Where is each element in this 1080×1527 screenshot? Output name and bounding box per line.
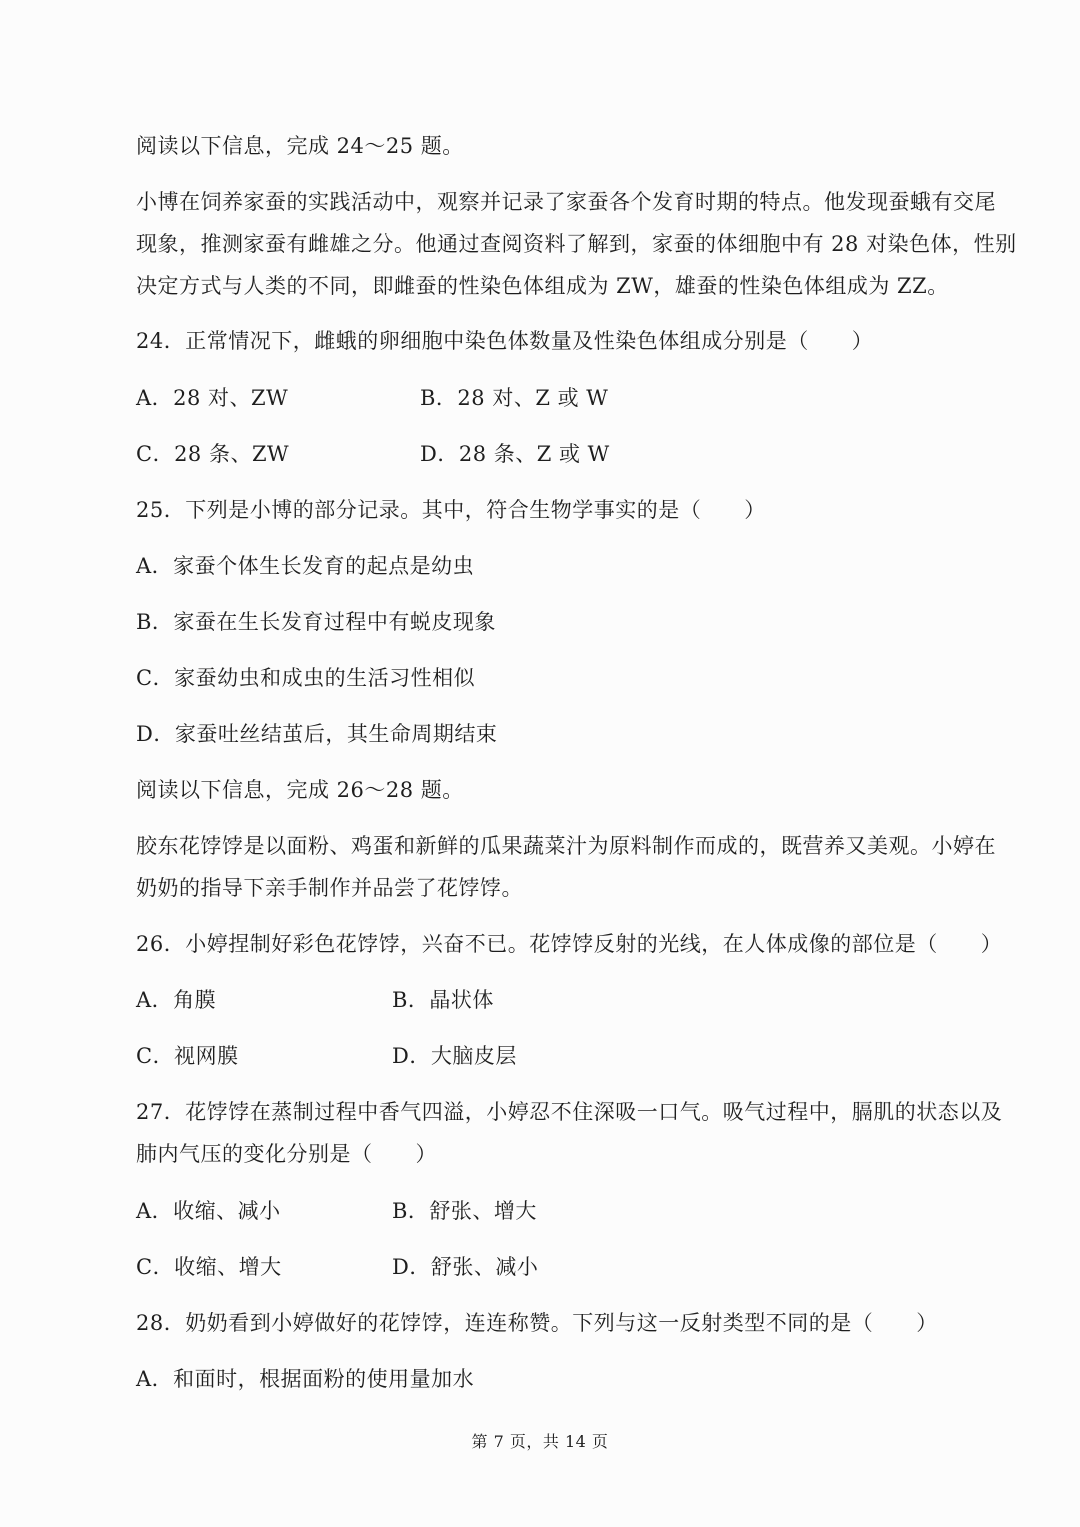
passage-line: 小博在饲养家蚕的实践活动中，观察并记录了家蚕各个发育时期的特点。他发现蚕蛾有交尾 [136,190,996,214]
question-26-stem: 26．小婷捏制好彩色花饽饽，兴奋不已。花饽饽反射的光线，在人体成像的部位是（ ） [136,932,1003,956]
question-25-option-d: D．家蚕吐丝结茧后，其生命周期结束 [136,722,498,746]
question-28-stem: 28．奶奶看到小婷做好的花饽饽，连连称赞。下列与这一反射类型不同的是（ ） [136,1311,938,1335]
question-24-option-a: A．28 对、ZW [136,386,289,410]
passage-huabobo [136,831,996,915]
passage-line: 决定方式与人类的不同，即雌蚕的性染色体组成为 ZW，雄蚕的性染色体组成为 ZZ。 [136,274,949,298]
passage-silkworm [136,187,1017,313]
question-27-stem [136,1097,1002,1181]
passage-line: 奶奶的指导下亲手制作并品尝了花饽饽。 [136,876,523,900]
question-27-option-c: C．收缩、增大 [136,1255,282,1279]
question-26-option-d: D．大脑皮层 [392,1044,517,1068]
question-28-option-a: A．和面时，根据面粉的使用量加水 [136,1367,475,1391]
question-27-stem-line: 肺内气压的变化分别是（ ） [136,1142,437,1166]
question-24-option-b: B．28 对、Z 或 W [420,386,609,410]
question-26-option-a: A．角膜 [136,988,217,1012]
reading-instruction-26-28: 阅读以下信息，完成 26～28 题。 [136,778,464,802]
passage-line: 现象，推测家蚕有雌雄之分。他通过查阅资料了解到，家蚕的体细胞中有 28 对染色体，性别 [136,232,1017,256]
question-25-option-c: C．家蚕幼虫和成虫的生活习性相似 [136,666,476,690]
question-25-option-a: A．家蚕个体生长发育的起点是幼虫 [136,554,475,578]
question-27-option-b: B．舒张、增大 [392,1199,537,1223]
question-26-option-b: B．晶状体 [392,988,494,1012]
question-27-stem-line: 27．花饽饽在蒸制过程中香气四溢，小婷忍不住深吸一口气。吸气过程中，膈肌的状态以及 [136,1100,1003,1124]
question-24-stem: 24．正常情况下，雌蛾的卵细胞中染色体数量及性染色体组成分别是（ ） [136,329,874,353]
question-24-option-c: C．28 条、ZW [136,442,290,466]
page-number-footer: 第 7 页，共 14 页 [471,1432,609,1451]
question-25-option-b: B．家蚕在生长发育过程中有蜕皮现象 [136,610,496,634]
question-27-option-d: D．舒张、减小 [392,1255,539,1279]
question-25-stem: 25．下列是小博的部分记录。其中，符合生物学事实的是（ ） [136,498,766,522]
question-24-option-d: D．28 条、Z 或 W [420,442,610,466]
question-26-option-c: C．视网膜 [136,1044,239,1068]
reading-instruction-24-25: 阅读以下信息，完成 24～25 题。 [136,134,464,158]
passage-line: 胶东花饽饽是以面粉、鸡蛋和新鲜的瓜果蔬菜汁为原料制作而成的，既营养又美观。小婷在 [136,834,996,858]
question-27-option-a: A．收缩、减小 [136,1199,281,1223]
